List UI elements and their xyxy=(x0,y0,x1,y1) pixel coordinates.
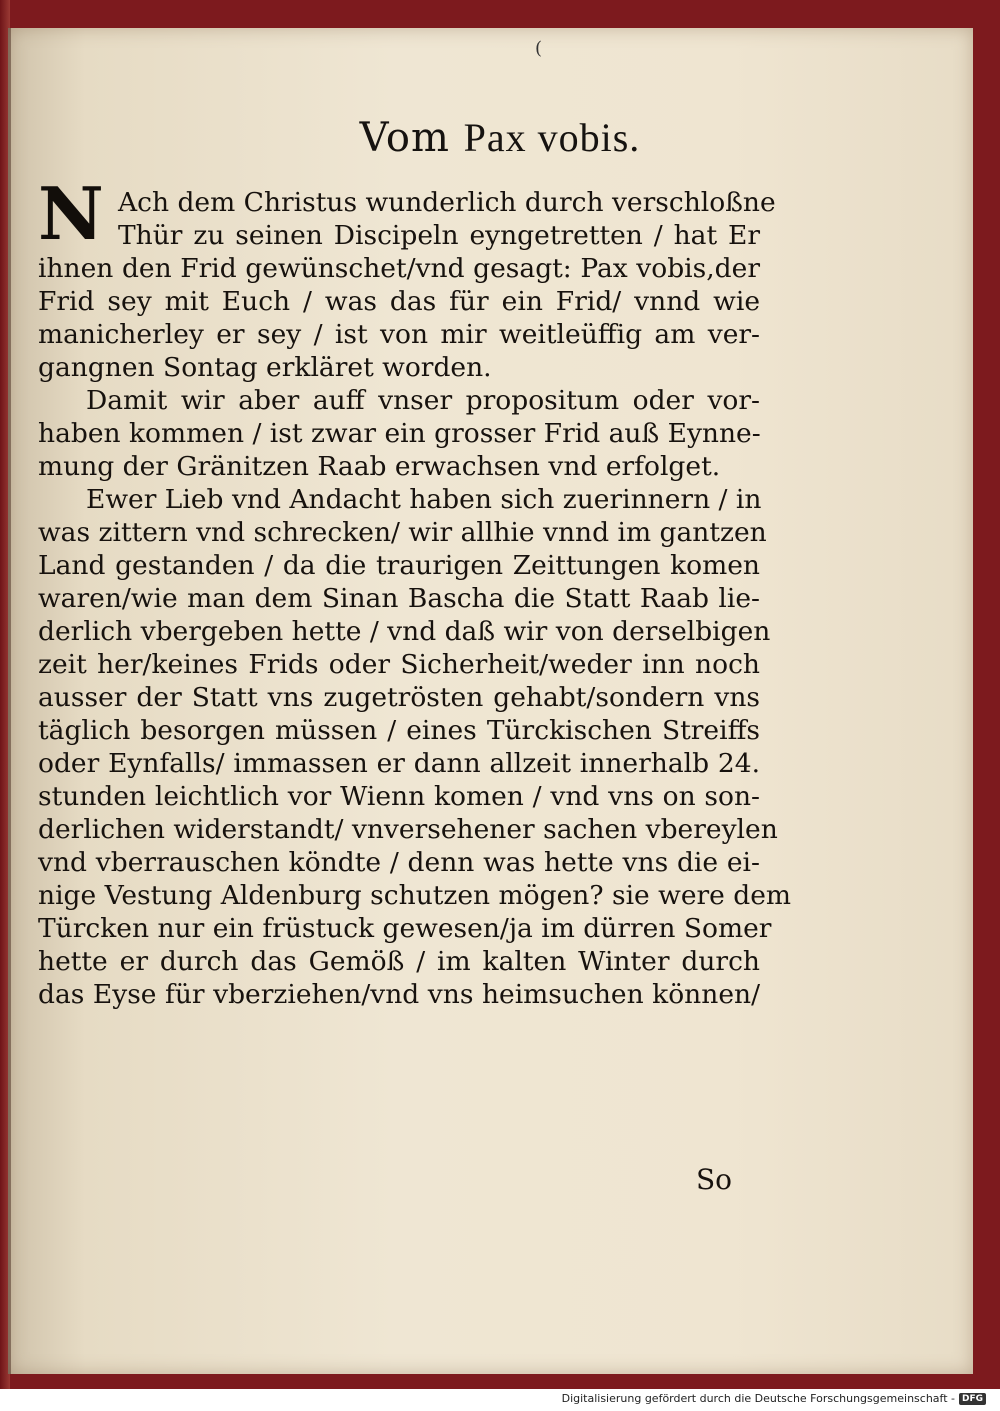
text-line-5: manicherley er sey / ist von mir weitleüffig am ver- xyxy=(38,319,760,350)
text-line-25: das Eyse für vberziehen/vnd vns heimsuchen können/ xyxy=(38,979,760,1010)
text-line-8: haben kommen / ist zwar ein grosser Frid auß Eynne- xyxy=(38,418,761,449)
footer-text: Digitalisierung gefördert durch die Deutsche Forschungsgemeinschaft - xyxy=(561,1392,955,1405)
text-line-17: täglich besorgen müssen / eines Türckischen Streiffs xyxy=(38,715,760,746)
text-line-10: Ewer Lieb vnd Andacht haben sich zuerinnern / in xyxy=(86,484,762,515)
drop-cap-initial: N xyxy=(38,171,104,256)
text-line-11: was zittern vnd schrecken/ wir allhie vnnd im gantzen xyxy=(38,517,767,548)
text-line-20: derlichen widerstandt/ vnversehener sachen vbereylen xyxy=(38,814,778,845)
text-line-13: waren/wie man dem Sinan Bascha die Statt Raab lie- xyxy=(38,583,760,614)
text-line-12: Land gestanden / da die traurigen Zeittungen komen xyxy=(38,550,760,581)
text-line-6: gangnen Sontag erkläret worden. xyxy=(38,352,492,383)
footer-credit xyxy=(562,1392,986,1405)
text-line-2: Thür zu seinen Discipeln eyngetretten / hat Er xyxy=(118,220,760,251)
page-mark: ( xyxy=(535,38,543,59)
text-line-9: mung der Gränitzen Raab erwachsen vnd erfolget. xyxy=(38,451,721,482)
catchword: So xyxy=(696,1163,733,1196)
text-line-22: nige Vestung Aldenburg schutzen mögen? sie were dem xyxy=(38,880,792,911)
text-line-14: derlich vbergeben hette / vnd daß wir von derselbigen xyxy=(38,616,771,647)
text-line-15: zeit her/keines Frids oder Sicherheit/weder inn noch xyxy=(38,649,760,680)
page-gutter-edge xyxy=(8,28,11,1374)
text-line-24: hette er durch das Gemöß / im kalten Winter durch xyxy=(38,946,760,977)
text-line-4: Frid sey mit Euch / was das für ein Frid/ vnnd wie xyxy=(38,286,760,317)
text-line-1: Ach dem Christus wunderlich durch verschloßne xyxy=(118,187,776,218)
page-heading xyxy=(0,115,1000,161)
text-line-19: stunden leichtlich vor Wienn komen / vnd vns on son- xyxy=(38,781,760,812)
text-line-16: ausser der Statt vns zugetrösten gehabt/sondern vns xyxy=(38,682,760,713)
dfg-logo: DFG xyxy=(959,1393,986,1405)
text-line-21: vnd vberrauschen köndte / denn was hette vns die ei- xyxy=(38,847,760,878)
text-line-7: Damit wir aber auff vnser propositum oder vor- xyxy=(86,385,760,416)
text-line-23: Türcken nur ein früstuck gewesen/ja im dürren Somer xyxy=(38,913,772,944)
text-line-3: ihnen den Frid gewünschet/vnd gesagt: Pax vobis,der xyxy=(38,253,760,284)
text-line-18: oder Eynfalls/ immassen er dann allzeit innerhalb 24. xyxy=(38,748,760,779)
body-text xyxy=(38,186,792,1011)
heading-latin: Pax vobis. xyxy=(463,115,641,160)
heading-gothic: Vom xyxy=(359,115,450,161)
